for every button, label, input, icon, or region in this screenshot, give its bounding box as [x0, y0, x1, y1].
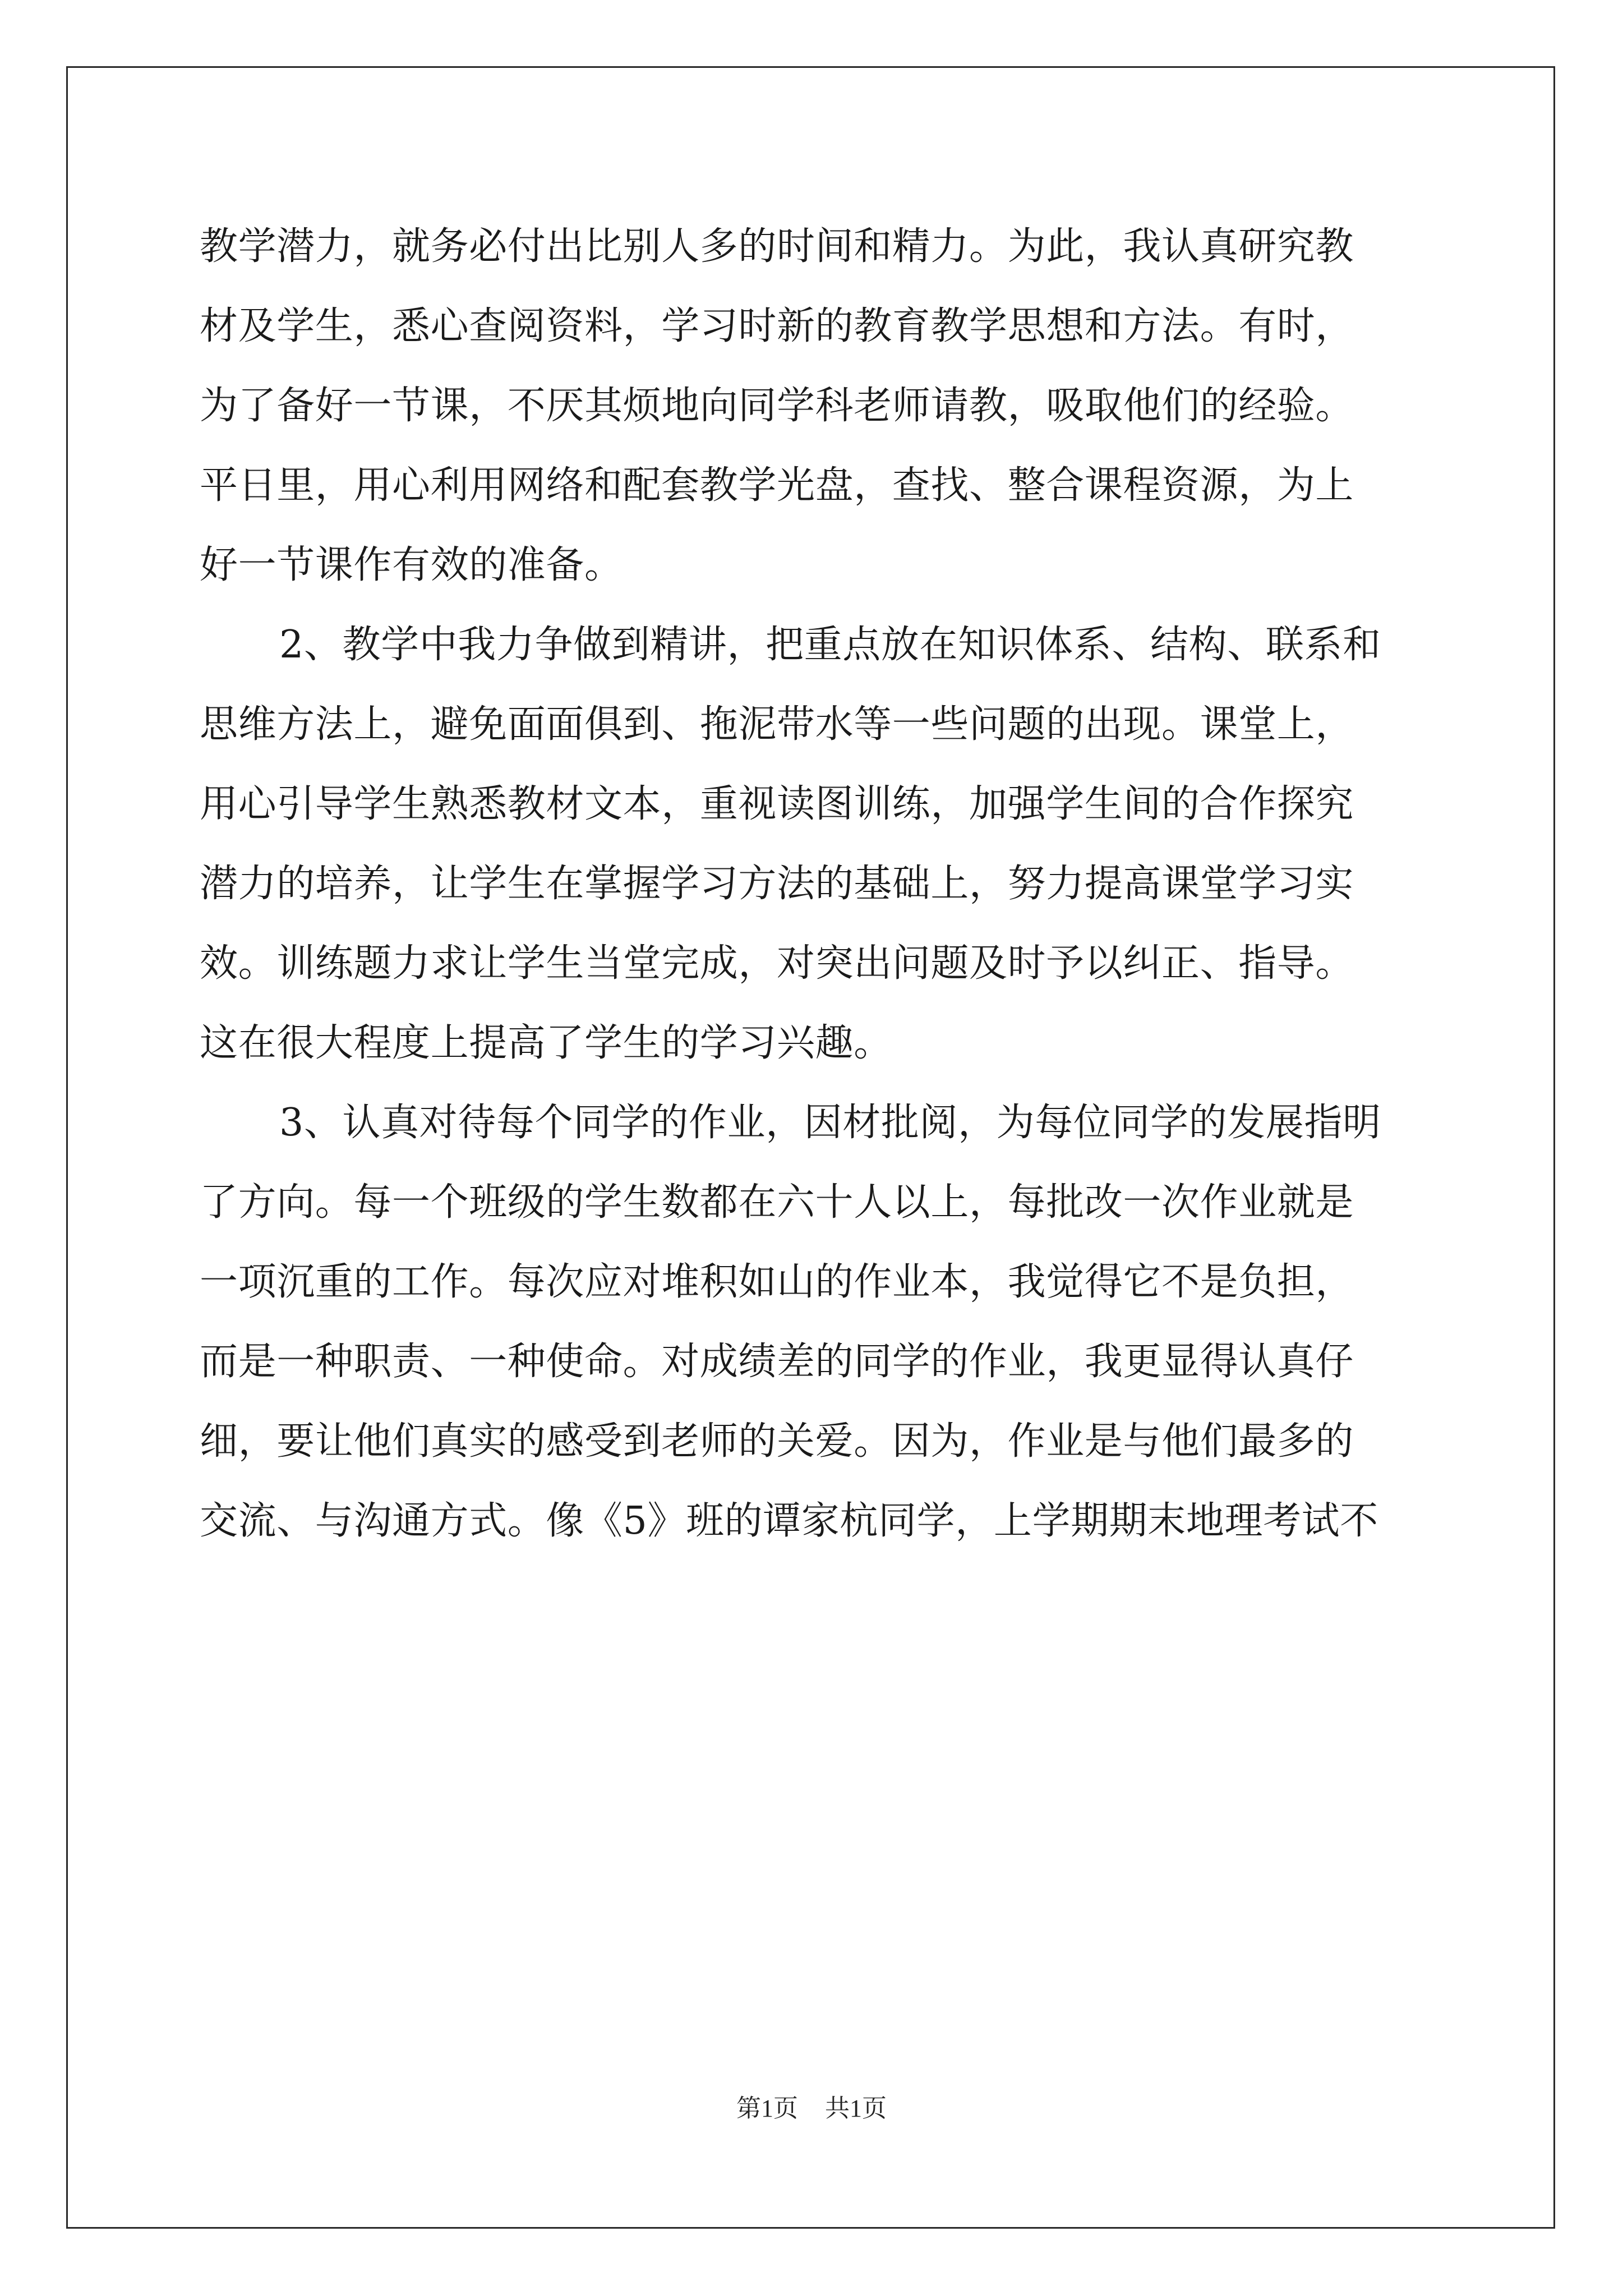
- text-line: 平日里，用心利用网络和配套教学光盘，查找、整合课程资源，为上: [200, 463, 1354, 508]
- paragraph-start-line: 3、认真对待每个同学的作业，因材批阅，为每位同学的发展指明: [279, 1101, 1381, 1145]
- text-line: 一项沉重的工作。每次应对堆积如山的作业本，我觉得它不是负担，: [200, 1260, 1354, 1304]
- page-footer: [0, 2088, 1623, 2124]
- text-line: 思维方法上，避免面面俱到、拖泥带水等一些问题的出现。课堂上，: [200, 702, 1354, 747]
- text-line: 材及学生，悉心查阅资料，学习时新的教育教学思想和方法。有时，: [200, 304, 1354, 348]
- paragraph-start-line: 2、教学中我力争做到精讲，把重点放在知识体系、结构、联系和: [279, 623, 1381, 667]
- page-total: 共1页: [825, 2095, 887, 2122]
- text-line: 好一节课作有效的准备。: [200, 543, 623, 587]
- text-line: 潜力的培养，让学生在掌握学习方法的基础上，努力提高课堂学习实: [200, 862, 1354, 906]
- page-number: 第1页: [736, 2095, 798, 2122]
- document-body: [200, 219, 1433, 1573]
- text-line: 教学潜力，就务必付出比别人多的时间和精力。为此，我认真研究教: [200, 224, 1354, 269]
- text-line: 为了备好一节课，不厌其烦地向同学科老师请教，吸取他们的经验。: [200, 384, 1354, 428]
- text-line: 细，要让他们真实的感受到老师的关爱。因为，作业是与他们最多的: [200, 1419, 1354, 1464]
- text-line: 交流、与沟通方式。像《5》班的谭家杭同学，上学期期末地理考试不: [200, 1499, 1378, 1543]
- text-line: 效。训练题力求让学生当堂完成，对突出问题及时予以纠正、指导。: [200, 941, 1354, 986]
- text-line: 而是一种职责、一种使命。对成绩差的同学的作业，我更显得认真仔: [200, 1340, 1354, 1384]
- text-line: 了方向。每一个班级的学生数都在六十人以上，每批改一次作业就是: [200, 1180, 1354, 1225]
- text-line: 这在很大程度上提高了学生的学习兴趣。: [200, 1021, 892, 1065]
- text-line: 用心引导学生熟悉教材文本，重视读图训练，加强学生间的合作探究: [200, 782, 1354, 826]
